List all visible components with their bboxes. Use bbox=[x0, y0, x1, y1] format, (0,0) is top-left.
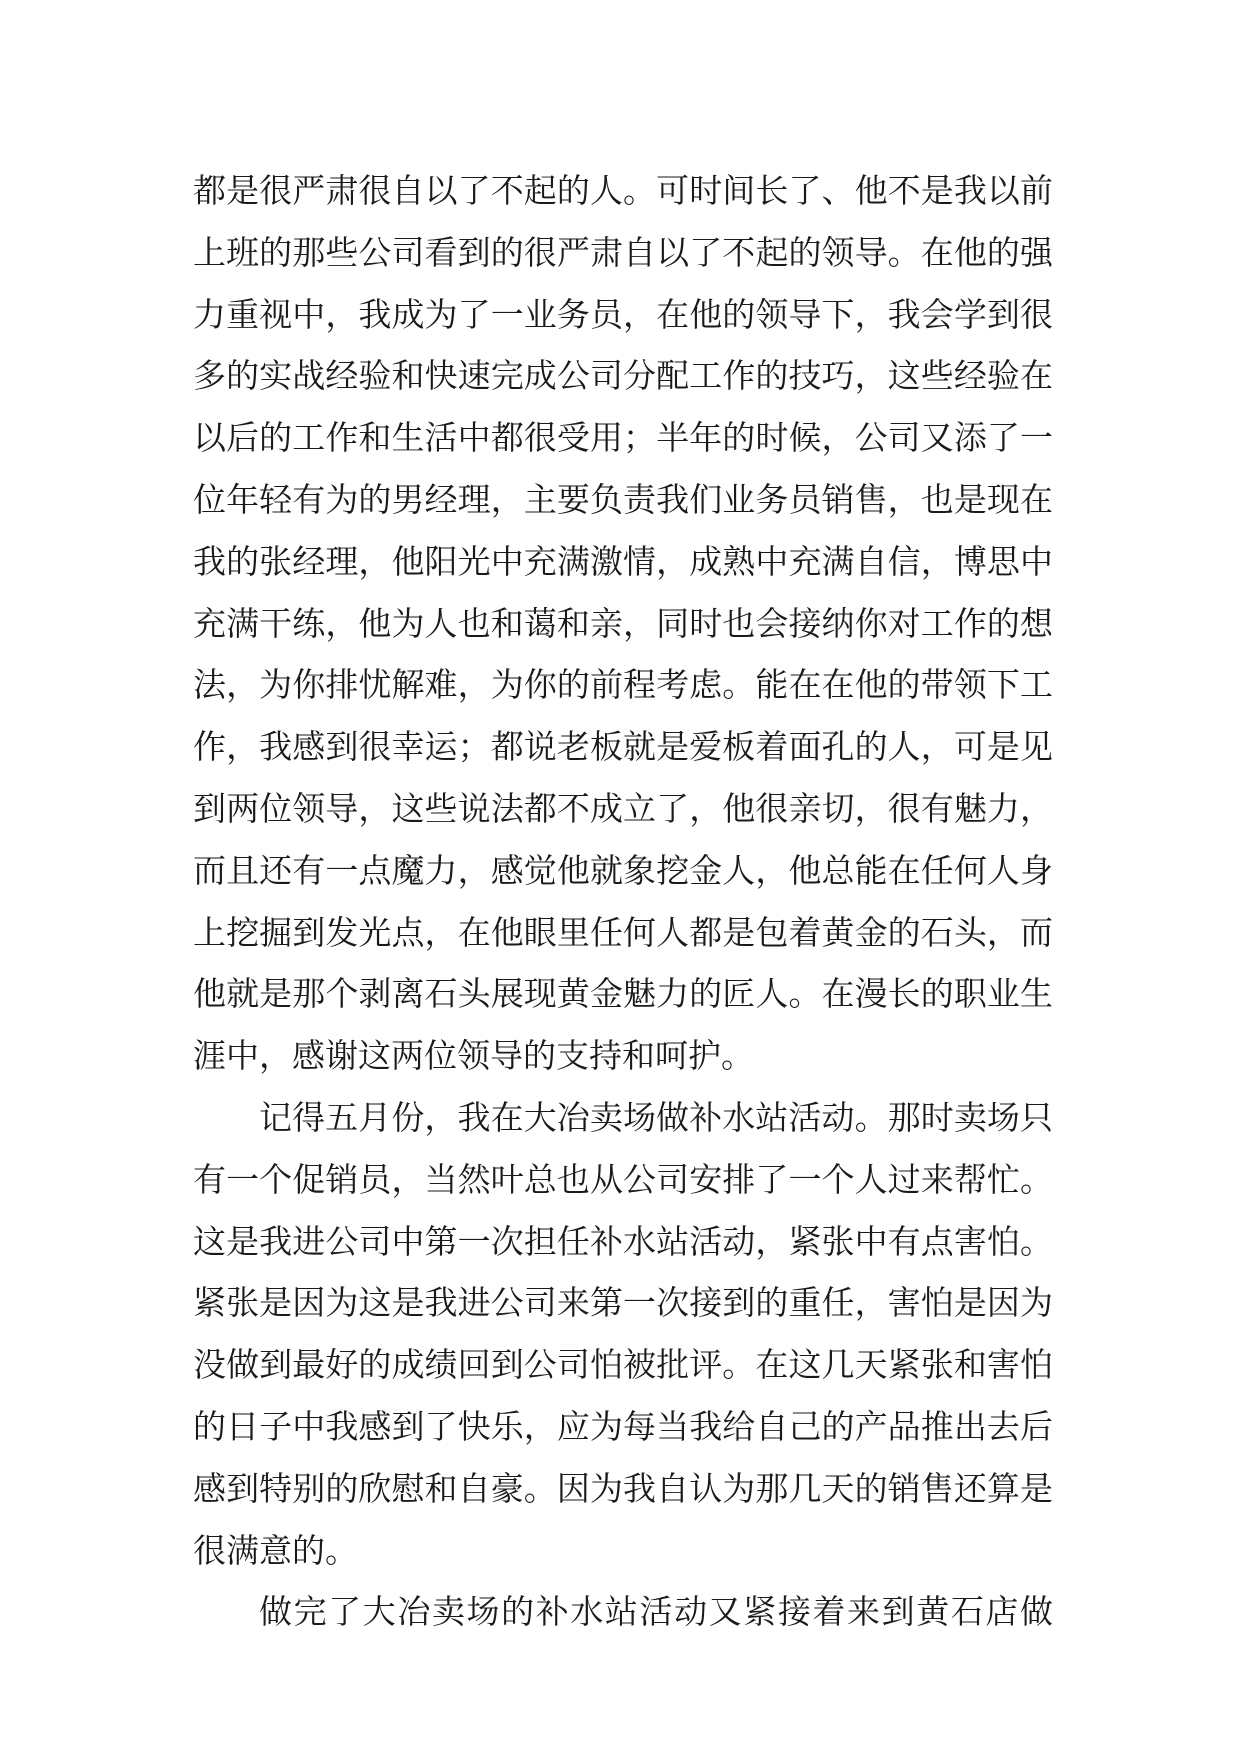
text-line: 位年轻有为的男经理，主要负责我们业务员销售，也是现在 bbox=[193, 479, 1053, 519]
text-line: 都是很严肃很自以了不起的人。可时间长了、他不是我以前 bbox=[193, 171, 1053, 210]
text-line: 以后的工作和生活中都很受用；半年的时候，公司又添了一 bbox=[193, 418, 1053, 458]
text-line: 紧张是因为这是我进公司来第一次接到的重任，害怕是因为 bbox=[193, 1283, 1053, 1323]
paragraph-first-line: 做完了大冶卖场的补水站活动又紧接着来到黄石店做 bbox=[259, 1592, 1053, 1632]
text-line: 作，我感到很幸运；都说老板就是爱板着面孔的人，可是见 bbox=[193, 727, 1053, 767]
text-line: 的日子中我感到了快乐，应为每当我给自己的产品推出去后 bbox=[193, 1406, 1053, 1446]
text-line: 上挖掘到发光点，在他眼里任何人都是包着黄金的石头，而 bbox=[193, 912, 1053, 952]
text-line: 他就是那个剥离石头展现黄金魅力的匠人。在漫长的职业生 bbox=[193, 974, 1053, 1014]
text-line: 到两位领导，这些说法都不成立了，他很亲切，很有魅力， bbox=[193, 788, 1053, 828]
text-line: 而且还有一点魔力，感觉他就象挖金人，他总能在任何人身 bbox=[193, 850, 1053, 890]
text-line: 法，为你排忧解难，为你的前程考虑。能在在他的带领下工 bbox=[193, 665, 1053, 705]
paragraph-first-line: 记得五月份，我在大冶卖场做补水站活动。那时卖场只 bbox=[259, 1097, 1053, 1137]
text-line: 很满意的。 bbox=[193, 1530, 358, 1570]
text-line: 力重视中，我成为了一业务员，在他的领导下，我会学到很 bbox=[193, 294, 1053, 334]
text-line: 上班的那些公司看到的很严肃自以了不起的领导。在他的强 bbox=[193, 232, 1053, 272]
text-line: 涯中，感谢这两位领导的支持和呵护。 bbox=[193, 1036, 754, 1076]
text-line: 没做到最好的成绩回到公司怕被批评。在这几天紧张和害怕 bbox=[193, 1345, 1053, 1385]
text-line: 我的张经理，他阳光中充满激情，成熟中充满自信，博思中 bbox=[193, 541, 1053, 581]
text-line: 充满干练，他为人也和蔼和亲，同时也会接纳你对工作的想 bbox=[193, 603, 1053, 643]
text-line: 多的实战经验和快速完成公司分配工作的技巧，这些经验在 bbox=[193, 356, 1053, 396]
text-line: 有一个促销员，当然叶总也从公司安排了一个人过来帮忙。 bbox=[193, 1159, 1053, 1199]
body-text bbox=[193, 160, 1053, 1643]
text-line: 这是我进公司中第一次担任补水站活动，紧张中有点害怕。 bbox=[193, 1221, 1053, 1261]
text-line: 感到特别的欣慰和自豪。因为我自认为那几天的销售还算是 bbox=[193, 1468, 1053, 1508]
